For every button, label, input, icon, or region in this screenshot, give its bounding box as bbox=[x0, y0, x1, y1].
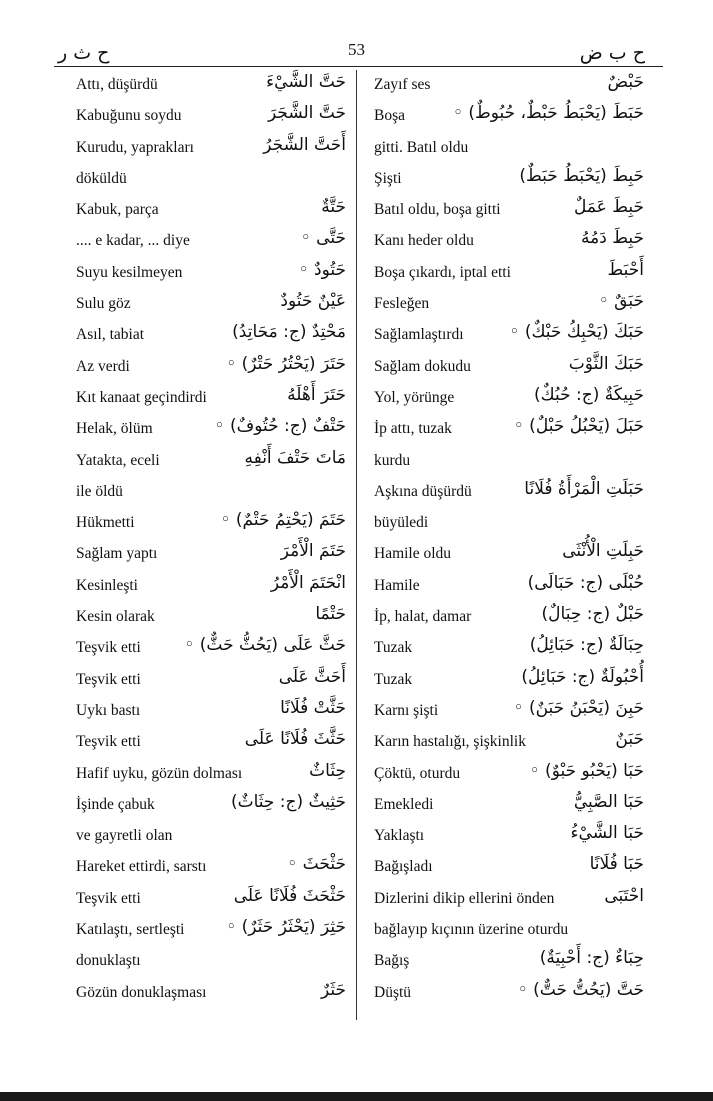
turkish-meaning: donuklaştı bbox=[76, 952, 141, 970]
turkish-meaning: Zayıf ses bbox=[374, 76, 431, 93]
turkish-meaning: Teşvik etti bbox=[76, 670, 141, 688]
dictionary-entry bbox=[374, 759, 644, 790]
dictionary-entry bbox=[76, 539, 346, 570]
dictionary-entry bbox=[76, 446, 346, 477]
arabic-headword: حَتَّةٌ bbox=[321, 197, 346, 218]
arabic-headword: حَثَّثَ فُلَانًا عَلَى bbox=[244, 729, 346, 750]
arabic-headword: حَبْضٌ bbox=[607, 72, 644, 92]
dictionary-entry bbox=[374, 258, 644, 289]
dictionary-entry bbox=[76, 195, 346, 226]
dictionary-entry bbox=[76, 633, 346, 664]
turkish-meaning: Bağışladı bbox=[374, 858, 433, 876]
turkish-meaning: Teşvik etti bbox=[76, 639, 141, 657]
header-rule bbox=[54, 66, 663, 67]
dictionary-entry bbox=[374, 195, 644, 226]
arabic-headword: حَتَّ (يَحُتُّ حَتٌّ) ◦ bbox=[517, 979, 644, 1000]
turkish-meaning: Kıt kanaat geçindirdi bbox=[76, 388, 207, 406]
arabic-headword: حَبِلَتِ الْأُنْثَى bbox=[562, 541, 644, 562]
arabic-headword: حَتَمَ (يَحْتِمُ حَتْمٌ) ◦ bbox=[220, 510, 346, 531]
arabic-headword: حَتَرَ (يَحْتُرُ حَتْرٌ) ◦ bbox=[226, 353, 346, 374]
arabic-headword: حِثَاثٌ bbox=[309, 760, 346, 781]
dictionary-entry bbox=[374, 790, 644, 821]
dictionary-entry bbox=[374, 696, 644, 727]
dictionary-entry bbox=[76, 289, 346, 320]
arabic-headword: حَثْحَثَ ◦ bbox=[287, 854, 346, 875]
header-right-letters: ح ب ض bbox=[579, 42, 645, 64]
turkish-meaning: Suyu kesilmeyen bbox=[76, 263, 183, 281]
turkish-meaning: Sulu göz bbox=[76, 295, 131, 313]
dictionary-entry bbox=[76, 414, 346, 445]
arabic-headword: حَبْلٌ (ج: حِبَالٌ) bbox=[541, 604, 644, 625]
dictionary-entry bbox=[76, 665, 346, 696]
turkish-meaning: Gözün donuklaşması bbox=[76, 983, 207, 1001]
turkish-meaning: Boşa bbox=[374, 107, 405, 125]
turkish-meaning: İşinde çabuk bbox=[76, 795, 155, 813]
arabic-headword: حُبْلَى (ج: حَبَالَى) bbox=[527, 572, 644, 593]
arabic-headword: حِبَاءٌ (ج: أَحْبِيَةٌ) bbox=[539, 948, 644, 969]
dictionary-entry bbox=[374, 70, 644, 101]
turkish-meaning: Teşvik etti bbox=[76, 733, 141, 751]
arabic-headword: حَبَا الصَّبِيُّ bbox=[573, 791, 644, 812]
arabic-headword: حَبَطَ (يَحْبَطُ حَبْطٌ، حُبُوطٌ) ◦ bbox=[452, 103, 644, 124]
turkish-meaning: Kanı heder oldu bbox=[374, 232, 474, 250]
turkish-meaning: Sağlam yaptı bbox=[76, 545, 158, 563]
dictionary-entry bbox=[374, 352, 644, 383]
arabic-headword: حَبَا (يَحْبُو حَبْوٌ) ◦ bbox=[529, 760, 644, 781]
dictionary-entry bbox=[374, 414, 644, 445]
arabic-headword: عَيْنٌ حَتُودٌ bbox=[280, 291, 346, 312]
arabic-headword: حَبَا الشَّيْءُ bbox=[570, 823, 644, 844]
dictionary-entry bbox=[374, 978, 644, 1009]
dictionary-entry bbox=[374, 633, 644, 664]
arabic-headword: حَتْفٌ (ج: حُتُوفٌ) ◦ bbox=[214, 416, 346, 437]
dictionary-entry bbox=[76, 133, 346, 164]
dictionary-entry bbox=[374, 101, 644, 132]
column-divider bbox=[356, 70, 357, 1020]
dictionary-entry bbox=[374, 852, 644, 883]
dictionary-entry bbox=[76, 946, 346, 977]
dictionary-entry bbox=[374, 320, 644, 351]
turkish-meaning: ile öldü bbox=[76, 482, 123, 500]
arabic-headword: حَثَرٌ bbox=[320, 979, 346, 1000]
turkish-meaning: Hafif uyku, gözün dolması bbox=[76, 764, 243, 782]
turkish-meaning: Katılaştı, sertleşti bbox=[76, 921, 185, 939]
arabic-headword: أُحْبُولَةٌ (ج: حَبَائِلُ) bbox=[521, 666, 644, 687]
dictionary-entry bbox=[374, 602, 644, 633]
arabic-headword: حَبَلَتِ الْمَرْأَةُ فُلَانًا bbox=[524, 478, 644, 499]
dictionary-entry bbox=[374, 446, 644, 477]
turkish-meaning: Kurudu, yaprakları bbox=[76, 138, 194, 156]
arabic-headword: مَحْتِدٌ (ج: مَحَاتِدُ) bbox=[232, 322, 346, 343]
arabic-headword: حَبَكَ (يَحْبِكُ حَبْكٌ) ◦ bbox=[509, 322, 644, 343]
arabic-headword: حَبِطَ عَمَلٌ bbox=[573, 197, 644, 218]
dictionary-entry bbox=[76, 884, 346, 915]
dictionary-entry bbox=[374, 508, 644, 539]
turkish-meaning: .... e kadar, ... diye bbox=[76, 232, 190, 250]
turkish-meaning: kurdu bbox=[374, 451, 411, 469]
arabic-headword: حَبَلَ (يَحْبُلُ حَبْلٌ) ◦ bbox=[513, 416, 644, 437]
turkish-meaning: Karın hastalığı, şişkinlik bbox=[374, 733, 526, 751]
turkish-meaning: bağlayıp kıçının üzerine oturdu bbox=[374, 921, 569, 939]
arabic-headword: حَبَكَ الثَّوْبَ bbox=[568, 353, 644, 374]
page-header bbox=[0, 36, 713, 68]
turkish-meaning: Aşkına düşürdü bbox=[374, 482, 472, 500]
dictionary-entry bbox=[76, 477, 346, 508]
bottom-scan-edge bbox=[0, 1092, 713, 1101]
turkish-meaning: Hükmetti bbox=[76, 514, 135, 532]
turkish-meaning: Uykı bastı bbox=[76, 701, 141, 719]
arabic-headword: أَحَتَّ الشَّجَرُ bbox=[263, 134, 346, 155]
turkish-meaning: Yol, yörünge bbox=[374, 388, 455, 406]
turkish-meaning: Kesin olarak bbox=[76, 608, 155, 626]
turkish-meaning: Fesleğen bbox=[374, 295, 430, 313]
turkish-meaning: Yatakta, eceli bbox=[76, 451, 160, 469]
dictionary-entry bbox=[76, 978, 346, 1009]
page-number: 53 bbox=[348, 40, 365, 59]
dictionary-entry bbox=[76, 602, 346, 633]
arabic-headword: احْتَبَى bbox=[604, 885, 644, 906]
turkish-meaning: Kabuğunu soydu bbox=[76, 107, 182, 125]
right-column bbox=[374, 70, 644, 1009]
arabic-headword: حَبَنٌ bbox=[615, 729, 644, 750]
turkish-meaning: Hareket ettirdi, sarstı bbox=[76, 858, 207, 876]
turkish-meaning: gitti. Batıl oldu bbox=[374, 138, 469, 156]
turkish-meaning: Çöktü, oturdu bbox=[374, 764, 461, 782]
arabic-headword: حِبَالَةٌ (ج: حَبَائِلُ) bbox=[529, 635, 644, 656]
turkish-meaning: Sağlamlaştırdı bbox=[374, 326, 464, 344]
arabic-headword: أَحْبَطَ bbox=[607, 259, 644, 280]
dictionary-entry bbox=[374, 133, 644, 164]
arabic-headword: حَبَقٌ ◦ bbox=[598, 291, 644, 312]
turkish-meaning: Tuzak bbox=[374, 670, 413, 688]
dictionary-entry bbox=[374, 383, 644, 414]
turkish-meaning: Karnı şişti bbox=[374, 701, 439, 719]
turkish-meaning: Kabuk, parça bbox=[76, 201, 159, 219]
dictionary-entry bbox=[374, 665, 644, 696]
header-left-letters: ح ث ر bbox=[58, 42, 110, 64]
dictionary-entry bbox=[374, 477, 644, 508]
turkish-meaning: Az verdi bbox=[76, 357, 130, 375]
turkish-meaning: Düştü bbox=[374, 983, 412, 1001]
dictionary-entry bbox=[76, 70, 346, 101]
arabic-headword: حَثْحَثَ فُلَانًا عَلَى bbox=[233, 885, 346, 906]
dictionary-entry bbox=[76, 164, 346, 195]
left-column bbox=[76, 70, 346, 1009]
arabic-headword: حَتَمَ الْأَمْرَ bbox=[280, 541, 346, 562]
dictionary-entry bbox=[76, 226, 346, 257]
dictionary-entry bbox=[76, 320, 346, 351]
dictionary-entry bbox=[76, 727, 346, 758]
turkish-meaning: Yaklaştı bbox=[374, 827, 425, 845]
turkish-meaning: Bağış bbox=[374, 952, 410, 970]
turkish-meaning: büyüledi bbox=[374, 514, 429, 532]
turkish-meaning: Helak, ölüm bbox=[76, 420, 153, 438]
turkish-meaning: ve gayretli olan bbox=[76, 827, 173, 845]
turkish-meaning: Kesinleşti bbox=[76, 576, 138, 594]
dictionary-entry bbox=[76, 852, 346, 883]
turkish-meaning: Dizlerini dikip ellerini önden bbox=[374, 889, 555, 907]
dictionary-entry bbox=[76, 696, 346, 727]
arabic-headword: حَبِيكَةٌ (ج: حُبُكٌ) bbox=[533, 384, 644, 405]
arabic-headword: حَثِرَ (يَحْثَرُ حَثَرٌ) ◦ bbox=[226, 917, 346, 938]
dictionary-entry bbox=[76, 915, 346, 946]
dictionary-entry bbox=[76, 508, 346, 539]
arabic-headword: حَثَّ عَلَى (يَحُثُّ حَثٌّ) ◦ bbox=[184, 635, 346, 656]
arabic-headword: حَتْمًا bbox=[315, 604, 346, 625]
turkish-meaning: döküldü bbox=[76, 169, 127, 187]
dictionary-entry bbox=[76, 821, 346, 852]
turkish-meaning: Hamile bbox=[374, 576, 420, 594]
turkish-meaning: Hamile oldu bbox=[374, 545, 452, 563]
arabic-headword: حَثِيثٌ (ج: حِثَاثٌ) bbox=[230, 791, 346, 812]
turkish-meaning: Asıl, tabiat bbox=[76, 326, 145, 344]
turkish-meaning: Batıl oldu, boşa gitti bbox=[374, 201, 501, 219]
dictionary-entry bbox=[374, 727, 644, 758]
dictionary-entry bbox=[374, 539, 644, 570]
dictionary-entry bbox=[76, 352, 346, 383]
dictionary-entry bbox=[374, 571, 644, 602]
turkish-meaning: Tuzak bbox=[374, 639, 413, 657]
turkish-meaning: İp attı, tuzak bbox=[374, 420, 452, 438]
dictionary-entry bbox=[374, 821, 644, 852]
dictionary-entry bbox=[374, 164, 644, 195]
arabic-headword: مَاتَ حَتْفَ أَنْفِهِ bbox=[244, 447, 346, 468]
dictionary-entry bbox=[374, 226, 644, 257]
dictionary-entry bbox=[374, 946, 644, 977]
arabic-headword: حَتُودٌ ◦ bbox=[298, 259, 346, 280]
dictionary-entry bbox=[374, 915, 644, 946]
arabic-headword: حَبِطَ (يَحْبَطُ حَبَطٌ) bbox=[519, 165, 644, 186]
dictionary-entry bbox=[76, 258, 346, 289]
turkish-meaning: Emekledi bbox=[374, 795, 434, 813]
turkish-meaning: Şişti bbox=[374, 169, 402, 187]
dictionary-entry bbox=[76, 383, 346, 414]
turkish-meaning: İp, halat, damar bbox=[374, 608, 472, 626]
arabic-headword: أَحَثَّ عَلَى bbox=[278, 666, 346, 687]
arabic-headword: حَتَرَ أَهْلَهُ bbox=[287, 384, 346, 405]
arabic-headword: حَتَّ الشَّجَرَ bbox=[267, 103, 346, 124]
dictionary-entry bbox=[374, 289, 644, 320]
arabic-headword: حَبَا فُلَانًا bbox=[589, 854, 644, 875]
turkish-meaning: Sağlam dokudu bbox=[374, 357, 471, 375]
turkish-meaning: Boşa çıkardı, iptal etti bbox=[374, 263, 511, 281]
arabic-headword: حَبِنَ (يَحْبَنُ حَبَنٌ) ◦ bbox=[513, 697, 644, 718]
dictionary-entry bbox=[76, 759, 346, 790]
arabic-headword: انْحَتَمَ الْأَمْرُ bbox=[270, 572, 346, 593]
dictionary-entry bbox=[76, 790, 346, 821]
dictionary-entry bbox=[76, 571, 346, 602]
arabic-headword: حَبِطَ دَمُهُ bbox=[581, 228, 644, 249]
dictionary-entry bbox=[374, 884, 644, 915]
turkish-meaning: Teşvik etti bbox=[76, 889, 141, 907]
turkish-meaning: Attı, düşürdü bbox=[76, 76, 158, 93]
arabic-headword: حَتَّ الشَّيْءَ bbox=[266, 72, 346, 92]
arabic-headword: حَتَّى ◦ bbox=[300, 228, 346, 249]
dictionary-entry bbox=[76, 101, 346, 132]
arabic-headword: حَثَّتْ فُلَانًا bbox=[280, 697, 346, 718]
